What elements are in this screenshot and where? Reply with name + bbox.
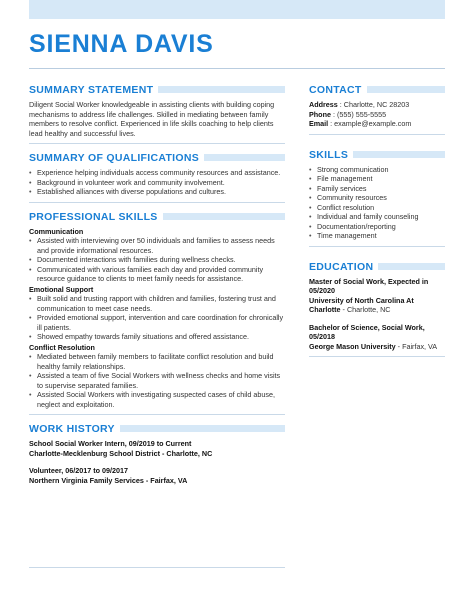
work-history-heading bbox=[29, 423, 285, 435]
job-company: Northern Virginia Family Services - Fairfax, VA bbox=[29, 475, 188, 485]
skills-heading bbox=[309, 149, 445, 161]
education-heading bbox=[309, 261, 445, 273]
skills-title: SKILLS bbox=[309, 149, 353, 161]
phone-label: Phone bbox=[309, 109, 331, 119]
qualifications-heading bbox=[29, 152, 285, 164]
qualifications-list bbox=[29, 168, 285, 197]
skill-group-heading: Emotional Support bbox=[29, 284, 94, 294]
skills-list bbox=[309, 165, 445, 241]
job-title: Volunteer, 06/2017 to 09/2017 bbox=[29, 466, 128, 475]
education-entry bbox=[309, 277, 445, 315]
address-value: : Charlotte, NC 28203 bbox=[337, 100, 410, 109]
list-item: • Communicated with various families each day and provided community resource guidance to clients to meet family needs for assistance. bbox=[29, 265, 285, 284]
degree: Bachelor of Science, Social Work, 05/2018 bbox=[309, 322, 425, 341]
skill-group-heading: Communication bbox=[29, 226, 84, 236]
professional-skills-title: PROFESSIONAL SKILLS bbox=[29, 211, 163, 223]
summary-heading bbox=[29, 84, 285, 96]
contact-title: CONTACT bbox=[309, 84, 367, 96]
section-divider bbox=[29, 143, 285, 144]
right-column bbox=[309, 84, 445, 357]
contact-phone bbox=[309, 110, 445, 120]
summary-section bbox=[29, 84, 285, 144]
list-item: • Documented interactions with families during wellness checks. bbox=[29, 255, 285, 265]
professional-skills-heading bbox=[29, 211, 285, 223]
list-item: • Provided emotional support, intervention and care coordination for chronically ill patients. bbox=[29, 313, 285, 332]
contact-address bbox=[309, 100, 445, 110]
qualifications-section bbox=[29, 152, 285, 203]
contact-heading bbox=[309, 84, 445, 96]
bottom-divider bbox=[29, 567, 285, 568]
section-divider bbox=[29, 414, 285, 415]
list-item: • Assisted a team of five Social Workers with wellness checks and home visits to supervise separated families. bbox=[29, 371, 285, 390]
top-accent-bar bbox=[29, 0, 445, 19]
skill-group-list bbox=[29, 352, 285, 409]
contact-email bbox=[309, 119, 445, 129]
candidate-name: SIENNA DAVIS bbox=[29, 30, 214, 58]
list-item: • Built solid and trusting rapport with children and families, fostering trust and communication to meet case needs. bbox=[29, 294, 285, 313]
list-item: • Assisted with interviewing over 50 individuals and families to assess needs and provide informational resources. bbox=[29, 236, 285, 255]
list-item: • Strong communication bbox=[309, 165, 445, 175]
email-value: : example@example.com bbox=[328, 119, 412, 128]
school: George Mason University bbox=[309, 341, 396, 351]
skill-group-list bbox=[29, 236, 285, 284]
work-history-title: WORK HISTORY bbox=[29, 423, 120, 435]
education-title: EDUCATION bbox=[309, 261, 378, 273]
list-item: • Community resources bbox=[309, 193, 445, 203]
section-divider bbox=[309, 134, 445, 135]
list-item: • Established alliances with diverse populations and cultures. bbox=[29, 187, 285, 197]
education-section bbox=[309, 261, 445, 358]
education-entry bbox=[309, 323, 445, 352]
job-company: Charlotte-Mecklenburg School District - Charlotte, NC bbox=[29, 448, 213, 458]
summary-text: Diligent Social Worker knowledgeable in assisting clients with building coping mechanisms to address life challenges. Skilled in mediating between family members to resolve conflict. Experienced in life skills coaching to help clients lead healthy and successful lives. bbox=[29, 100, 275, 138]
school-location: - Fairfax, VA bbox=[395, 341, 438, 351]
skills-section bbox=[309, 149, 445, 247]
section-divider bbox=[29, 202, 285, 203]
list-item: • Conflict resolution bbox=[309, 203, 445, 213]
phone-value: : (555) 555-5555 bbox=[330, 109, 387, 119]
list-item: • Documentation/reporting bbox=[309, 222, 445, 232]
work-history-section bbox=[29, 423, 285, 485]
professional-skills-section bbox=[29, 211, 285, 416]
degree: Master of Social Work, Expected in 05/2020 bbox=[309, 276, 429, 295]
list-item: • Showed empathy towards family situations and offered assistance. bbox=[29, 332, 285, 342]
list-item: • Background in volunteer work and community involvement. bbox=[29, 178, 285, 188]
section-divider bbox=[309, 356, 445, 357]
email-label: Email bbox=[309, 119, 329, 128]
school-location: - Charlotte, NC bbox=[340, 305, 391, 314]
summary-title: SUMMARY STATEMENT bbox=[29, 84, 158, 96]
skill-group-list bbox=[29, 294, 285, 342]
list-item: • Mediated between family members to facilitate conflict resolution and build healthy family relationships. bbox=[29, 352, 285, 371]
skill-group-heading: Conflict Resolution bbox=[29, 342, 95, 352]
school: University of North Carolina At Charlotte bbox=[309, 295, 414, 314]
job-title: School Social Worker Intern, 09/2019 to Current bbox=[29, 439, 192, 448]
list-item: • Individual and family counseling bbox=[309, 212, 445, 222]
contact-section bbox=[309, 84, 445, 135]
section-divider bbox=[309, 246, 445, 247]
list-item: • Experience helping individuals access community resources and assistance. bbox=[29, 168, 285, 178]
left-column bbox=[29, 84, 285, 485]
header-divider bbox=[29, 68, 445, 69]
list-item: • Family services bbox=[309, 184, 445, 194]
qualifications-title: SUMMARY OF QUALIFICATIONS bbox=[29, 152, 204, 164]
list-item: • Time management bbox=[309, 231, 445, 241]
list-item: • File management bbox=[309, 174, 445, 184]
list-item: • Assisted Social Workers with investigating suspected cases of child abuse, neglect and exploitation. bbox=[29, 390, 285, 409]
address-label: Address bbox=[309, 100, 338, 109]
